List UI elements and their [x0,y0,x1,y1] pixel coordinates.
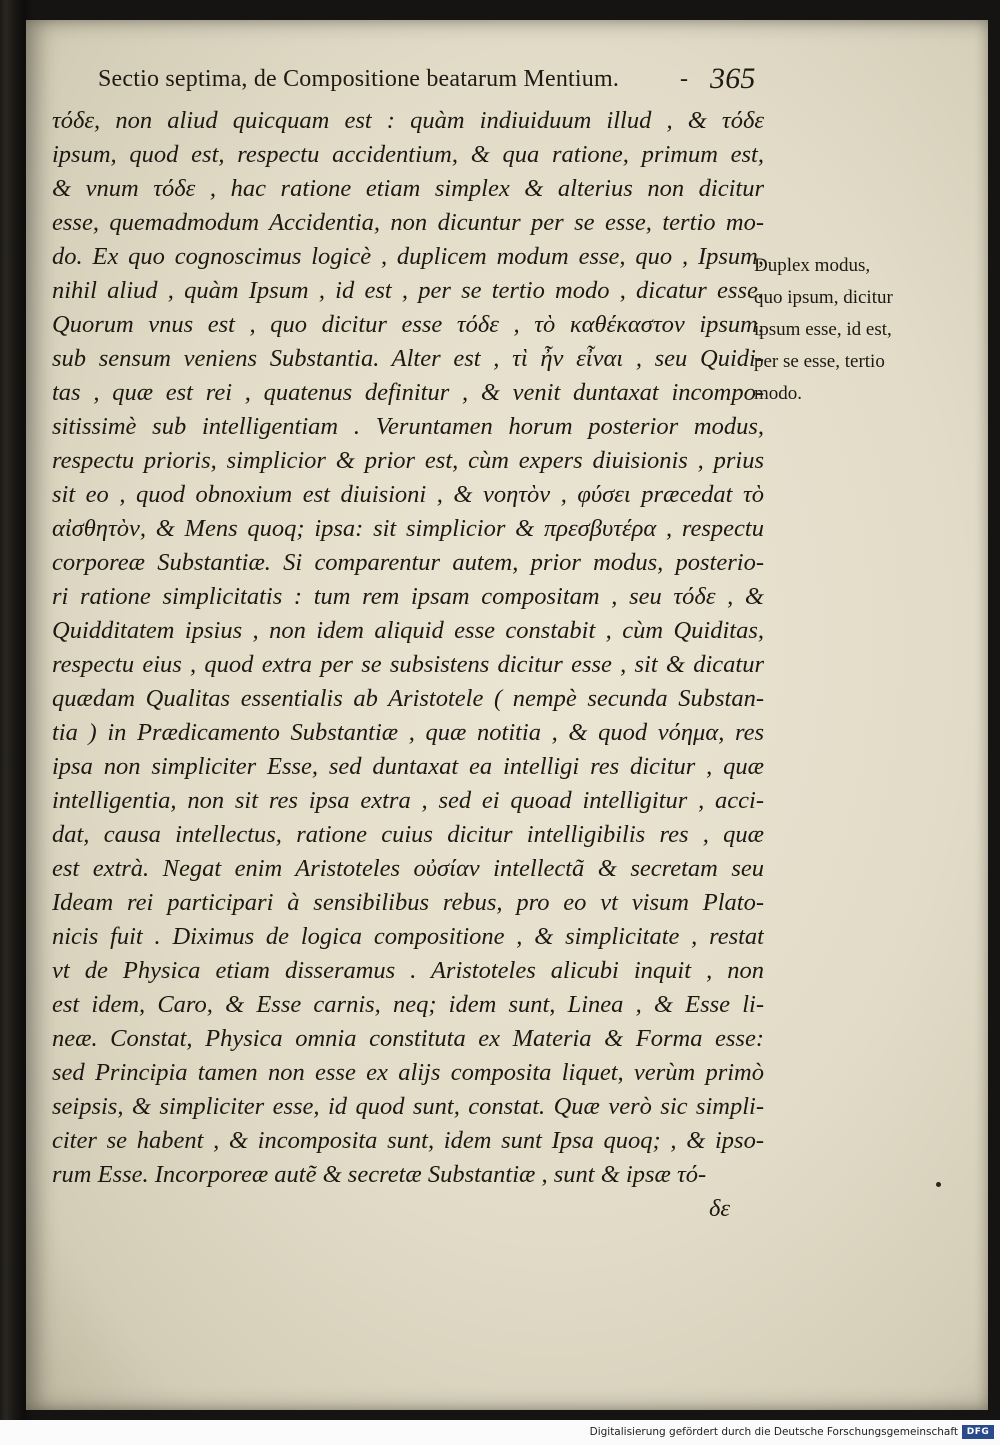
marginal-note-line: Duplex modus, [754,255,871,276]
text-line: tia ) in Prædicamento Substantiæ , quæ notitia , & quod νόημα, res [52,719,764,746]
page-number: 365 [710,62,756,95]
text-line: respectu eius , quod extra per se subsistens dicitur esse , sit & dicatur [52,651,764,678]
marginal-note-line: quo ipsum, dicitur [754,287,893,308]
ink-speck [936,1182,941,1187]
text-line: est extrà. Negat enim Aristoteles οὐσίαν intellectã & secretam seu [52,855,764,882]
text-line: corporeæ Substantiæ. Si comparentur autem, prior modus, posterio- [52,549,764,576]
marginal-note-line: modo. [754,383,803,404]
text-line: Quorum vnus est , quo dicitur esse τόδε , τὸ καθέκαστον ipsum, [52,311,764,338]
marginal-note-line: ipsum esse, id est, [754,319,892,340]
text-line: tas , quæ est rei , quatenus definitur , & venit duntaxat incompo- [52,379,764,406]
marginal-note [754,250,924,410]
dfg-logo: DFG [962,1425,994,1439]
text-line: nihil aliud , quàm Ipsum , id est , per se tertio modo , dicatur esse. [52,277,764,304]
text-line: quædam Qualitas essentialis ab Aristotele ( nempè secunda Substan- [52,685,764,712]
catchword: δε [708,1195,730,1222]
marginal-note-line: per se esse, tertio [754,351,885,372]
text-line: vt de Physica etiam disseramus . Aristoteles alicubi inquit , non [52,957,764,984]
text-line: sub sensum veniens Substantia. Alter est , τὶ ἦν εἶναι , seu Quidi- [52,345,764,372]
text-line: sitissimè sub intelligentiam . Veruntamen horum posterior modus, [52,413,764,440]
body-text [52,104,764,1226]
text-line: Quidditatem ipsius , non idem aliquid esse constabit , cùm Quiditas, [52,617,764,644]
text-line: sed Principia tamen non esse ex alijs composita liquet, verùm primò [52,1059,764,1086]
text-line: intelligentia, non sit res ipsa extra , sed ei quoad intelligitur , acci- [52,787,764,814]
running-head-title: Sectio septima, de Compositione beatarum Mentium. [98,66,620,92]
running-head-dash: - [680,66,689,92]
text-line: rum Esse. Incorporeæ autẽ & secretæ Substantiæ , sunt & ipsæ τό- [52,1161,707,1188]
text-line: τόδε, non aliud quicquam est : quàm indiuiduum illud , & τόδε [52,107,764,134]
text-line: Ideam rei participari à sensibilibus rebus, pro eo vt visum Plato- [52,889,764,916]
text-line: αἰσθητὸν, & Mens quoq; ipsa: sit simplicior & πρεσβυτέρα , respectu [52,515,764,542]
text-line: ipsa non simpliciter Esse, sed duntaxat ea intelligi res dicitur , quæ [52,753,764,780]
footer-bar [0,1420,1000,1445]
text-line: seipsis, & simpliciter esse, id quod sunt, constat. Quæ verò sic simpli- [52,1093,764,1120]
text-line: sit eo , quod obnoxium est diuisioni , & νοητὸν , φύσει præcedat τὸ [52,481,764,508]
text-line: nicis fuit . Diximus de logica compositione , & simplicitate , restat [52,923,764,950]
text-line: respectu prioris, simplicior & prior est, cùm expers diuisionis , prius [52,447,764,474]
text-line: citer se habent , & incomposita sunt, idem sunt Ipsa quoq; , & ipso- [52,1127,764,1154]
text-line: & vnum τόδε , hac ratione etiam simplex & alterius non dicitur [52,175,764,202]
text-line: esse, quemadmodum Accidentia, non dicuntur per se esse, tertio mo- [52,209,764,236]
text-line: dat, causa intellectus, ratione cuius dicitur intelligibilis res , quæ [52,821,764,848]
running-head [98,60,778,100]
text-line: ipsum, quod est, respectu accidentium, & qua ratione, primum est, [52,141,764,168]
text-line: do. Ex quo cognoscimus logicè , duplicem modum esse, quo , Ipsum, [52,243,764,270]
text-line: est idem, Caro, & Esse carnis, neq; idem sunt, Linea , & Esse li- [52,991,764,1018]
text-line: ri ratione simplicitatis : tum rem ipsam compositam , seu τόδε , & [52,583,764,610]
footer-credit: Digitalisierung gefördert durch die Deutsche Forschungsgemeinschaft [589,1426,958,1438]
text-line: neæ. Constat, Physica omnia constituta ex Materia & Forma esse: [52,1025,764,1052]
